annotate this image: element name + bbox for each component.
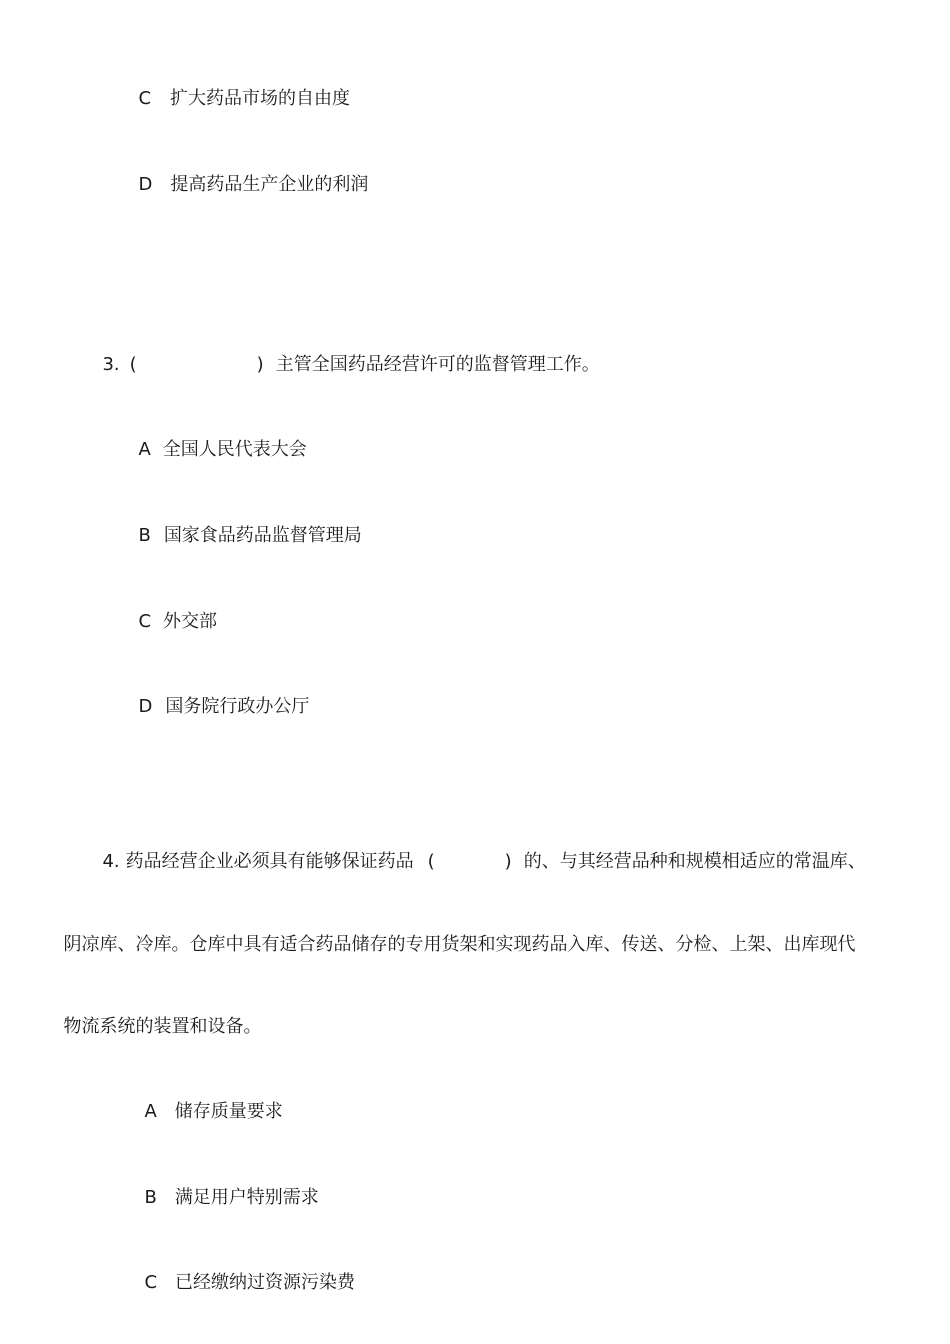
- q4-option-b: [133, 1162, 319, 1210]
- blank-close-paren: ): [504, 851, 512, 872]
- option-text: 全国人民代表大会: [162, 439, 307, 460]
- q4-stem-line-1: [91, 826, 866, 874]
- question-text-cont: 的、与其经营品种和规模相适应的常温库、: [523, 851, 866, 872]
- option-letter: C: [138, 88, 152, 109]
- option-text: 提高药品生产企业的利润: [170, 174, 369, 195]
- question-text: 药品经营企业必须具有能够保证药品: [125, 851, 414, 872]
- q3-option-c: [127, 586, 217, 634]
- option-text: 储存质量要求: [174, 1101, 283, 1122]
- q3-option-a: [127, 414, 307, 462]
- q4-option-a: [133, 1076, 283, 1124]
- q3-option-d: [127, 671, 309, 719]
- option-text: 满足用户特别需求: [174, 1187, 319, 1208]
- question-number: 4.: [102, 851, 120, 872]
- option-text: 国家食品药品监督管理局: [163, 525, 362, 546]
- option-letter: B: [144, 1187, 157, 1208]
- question-number: 3.: [102, 354, 120, 375]
- option-letter: C: [144, 1272, 158, 1293]
- option-letter: D: [138, 696, 153, 717]
- blank-close-paren: ): [256, 354, 264, 375]
- q4-option-c: [133, 1247, 355, 1295]
- option-letter: B: [138, 525, 151, 546]
- option-letter: A: [144, 1101, 157, 1122]
- question-text: 主管全国药品经营许可的监督管理工作。: [275, 354, 600, 375]
- question-text-cont: 物流系统的装置和设备。: [63, 1016, 262, 1037]
- blank-open-paren: (: [427, 851, 435, 872]
- q4-stem-line-3: [52, 991, 261, 1039]
- option-text: 扩大药品市场的自由度: [170, 88, 351, 109]
- q2-option-d: [127, 149, 368, 197]
- q3-stem: [91, 329, 600, 377]
- q2-option-c: [127, 63, 350, 111]
- option-letter: A: [138, 439, 151, 460]
- question-text-cont: 阴凉库、冷库。仓库中具有适合药品储存的专用货架和实现药品入库、传送、分检、上架、出库现代: [63, 934, 856, 955]
- blank-open-paren: (: [129, 354, 137, 375]
- q3-option-b: [127, 500, 362, 548]
- option-letter: D: [138, 174, 153, 195]
- option-letter: C: [138, 611, 152, 632]
- option-text: 已经缴纳过资源污染费: [175, 1272, 356, 1293]
- option-text: 国务院行政办公厅: [165, 696, 310, 717]
- q4-stem-line-2: [52, 909, 855, 957]
- option-text: 外交部: [163, 611, 218, 632]
